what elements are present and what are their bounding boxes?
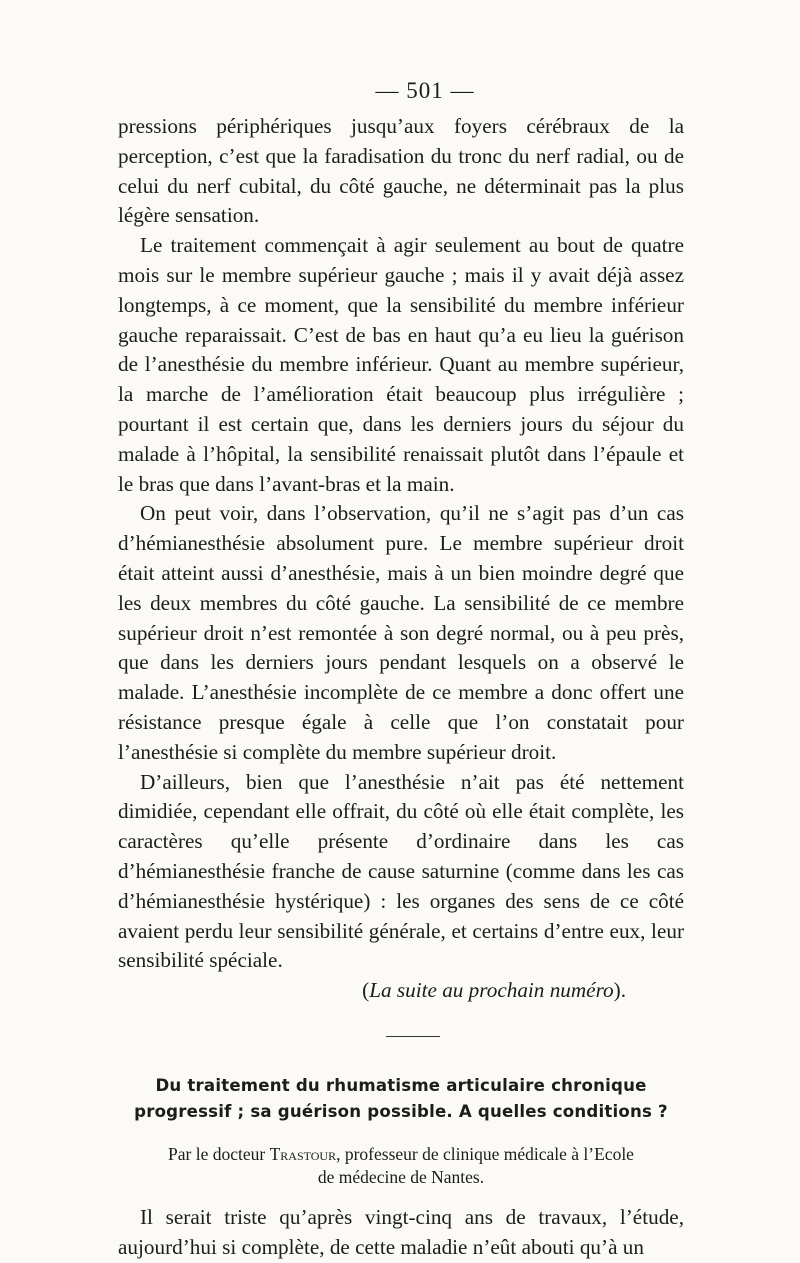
article-title	[118, 1073, 684, 1125]
continuation-close: ).	[613, 978, 626, 1003]
paragraph-treatment: Le traitement commençait à agir seulement au bout de quatre mois sur le membre supérieur gauche ; mais il y avait déjà assez longtemps, à ce moment, que la sensibilité du membre inférieur gauche reparaissait. C’est de bas en haut qu’a eu lieu la guérison de l’anesthésie du membre inférieur. Quant au membre supérieur, la marche de l’amélioration était beaucoup plus irrégulière ; pourtant il est certain que, dans les derniers jours du séjour du malade à l’hôpital, la sensibilité renaissait plutôt dans l’épaule et le bras que dans l’avant-bras et la main.	[118, 233, 684, 496]
continuation-note	[118, 976, 684, 1006]
section-divider	[386, 1036, 440, 1037]
article-opening-paragraph: Il serait triste qu’après vingt-cinq ans de travaux, l’étude, aujourd’hui si complète, de cette maladie n’eût abouti qu’à un	[118, 1204, 684, 1259]
byline-institution: de médecine de Nantes.	[317, 1166, 485, 1187]
continuation-text: La suite au prochain numéro	[369, 978, 614, 1003]
continuation-open: (	[362, 978, 370, 1003]
byline-suffix: , professeur de clinique médicale à l’Ecole	[336, 1143, 634, 1164]
byline-author: Trastour	[269, 1143, 337, 1164]
article-title-line2: progressif ; sa guérison possible. A quelles conditions ?	[134, 1101, 668, 1121]
article-title-line1: Du traitement du rhumatisme articulaire chronique	[155, 1075, 647, 1095]
paragraph-continued: pressions périphériques jusqu’aux foyers cérébraux de la perception, c’est que la faradisation du tronc du nerf radial, ou de celui du nerf cubital, du côté gauche, ne déterminait pas la plus légère sensation.	[118, 114, 684, 228]
article-byline	[118, 1143, 684, 1189]
page-number: — 501 —	[375, 78, 475, 103]
paragraph-observation: On peut voir, dans l’observation, qu’il ne s’agit pas d’un cas d’hémianesthésie absolument pure. Le membre supérieur droit était atteint aussi d’anesthésie, mais à un bien moindre degré que les deux membres du côté gauche. La sensibilité de ce membre supérieur droit n’est remontée à son degré normal, ou à peu près, que dans les derniers jours pendant lesquels on a observé le malade. L’anesthésie incomplète de ce membre a donc offert une résistance presque égale à celle que l’on constatait pour l’anesthésie si complète du membre supérieur droit.	[118, 501, 684, 764]
byline-prefix: Par le docteur	[168, 1143, 270, 1164]
book-page	[118, 78, 684, 1263]
paragraph-conclusion: D’ailleurs, bien que l’anesthésie n’ait pas été nettement dimidiée, cependant elle offrait, du côté où elle était complète, les caractères qu’elle présente d’ordinaire dans les cas d’hémianesthésie franche de cause saturnine (comme dans les cas d’hémianesthésie hystérique) : les organes des sens de ce côté avaient perdu leur sensibilité générale, et certains d’entre eux, leur sensibilité spéciale.	[118, 769, 684, 973]
